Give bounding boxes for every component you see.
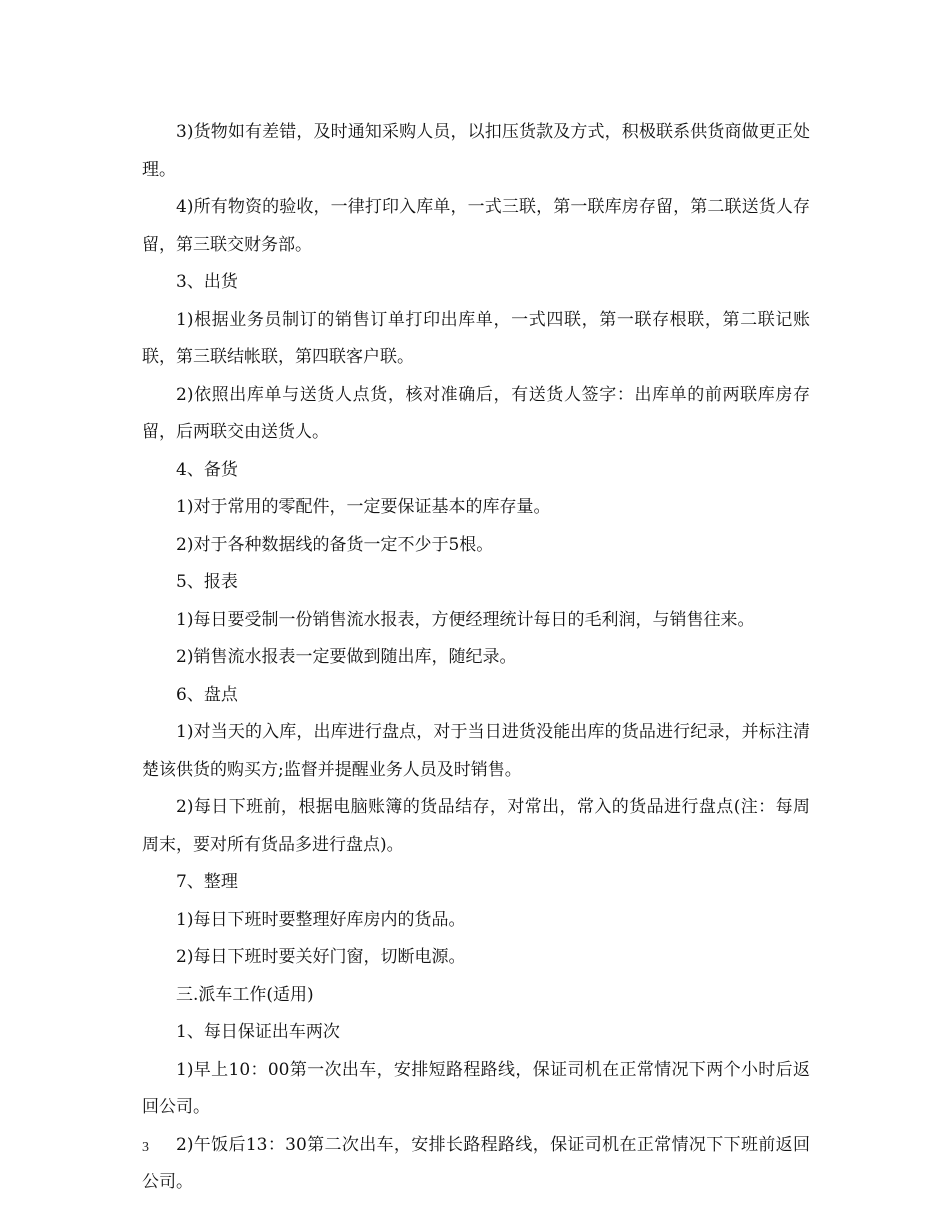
paragraph: 1)每日要受制一份销售流水报表，方便经理统计每日的毛利润，与销售往来。 (176, 609, 755, 630)
page-number: 3 (142, 1140, 149, 1155)
paragraph: 2)午饭后13：30第二次出车，安排长路程路线，保证司机在正常情况下下班前返回公司。 (142, 1134, 810, 1192)
body-text (142, 114, 810, 1202)
section-heading: 3、出货 (176, 272, 238, 292)
section-heading: 4、备货 (176, 459, 238, 480)
section-heading: 1、每日保证出车两次 (176, 1022, 340, 1042)
chapter-heading: 三.派车工作(适用) (176, 984, 314, 1005)
paragraph: 1)根据业务员制订的销售订单打印出库单，一式四联，第一联存根联，第二联记账联，第三联结帐联，第四联客户联。 (142, 309, 810, 367)
paragraph: 2)每日下班时要关好门窗，切断电源。 (176, 947, 466, 967)
paragraph: 2)每日下班前，根据电脑账簿的货品结存，对常出，常入的货品进行盘点(注：每周周末，要对所有货品多进行盘点)。 (142, 797, 810, 855)
paragraph: 1)每日下班时要整理好库房内的货品。 (176, 909, 466, 930)
paragraph: 1)早上10：00第一次出车，安排短路程路线，保证司机在正常情况下两个小时后返回公司。 (142, 1059, 810, 1117)
paragraph: 2)依照出库单与送货人点货，核对准确后，有送货人签字：出库单的前两联库房存留，后两联交由送货人。 (142, 384, 810, 442)
section-heading: 7、整理 (176, 872, 238, 892)
paragraph: 2)销售流水报表一定要做到随出库，随纪录。 (176, 647, 517, 667)
paragraph: 1)对于常用的零配件，一定要保证基本的库存量。 (176, 497, 551, 517)
paragraph: 2)对于各种数据线的备货一定不少于5根。 (176, 534, 494, 555)
paragraph: 4)所有物资的验收，一律打印入库单，一式三联，第一联库房存留，第二联送货人存留，第三联交财务部。 (142, 197, 810, 255)
section-heading: 6、盘点 (176, 684, 238, 705)
paragraph: 3)货物如有差错，及时通知采购人员，以扣压货款及方式，积极联系供货商做更正处理。 (142, 122, 810, 180)
paragraph: 1)对当天的入库，出库进行盘点，对于当日进货没能出库的货品进行纪录，并标注清楚该供货的购买方;监督并提醒业务人员及时销售。 (142, 722, 810, 780)
section-heading: 5、报表 (176, 572, 238, 592)
